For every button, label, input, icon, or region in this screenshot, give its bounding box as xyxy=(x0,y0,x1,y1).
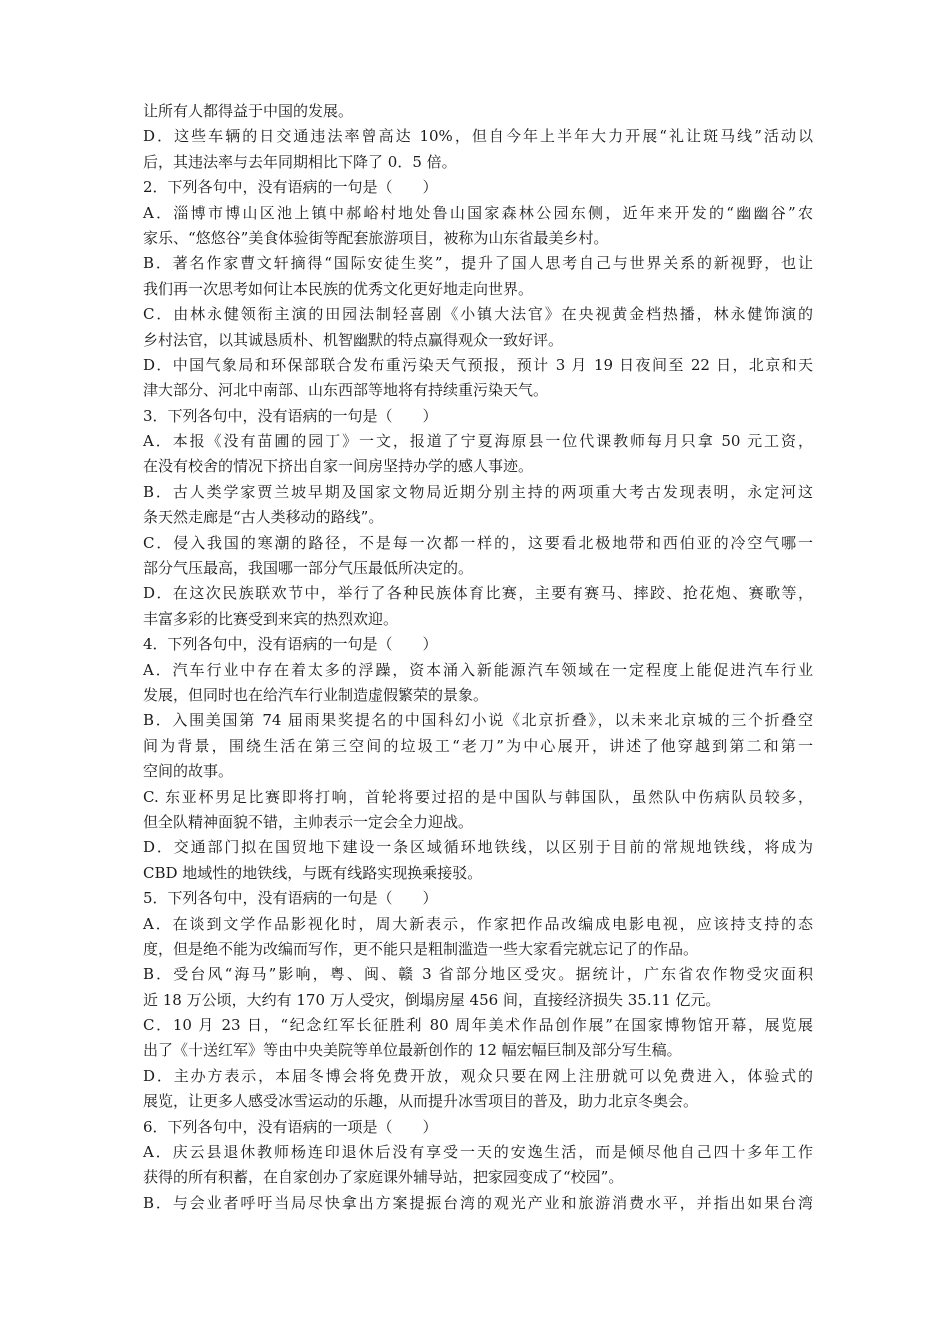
text-line: C．由林永健领衔主演的田园法制轻喜剧《小镇大法官》在央视黄金档热播，林永健饰演的 xyxy=(143,305,813,324)
text-line: 6．下列各句中，没有语病的一项是（ ） xyxy=(143,1117,438,1136)
text-line: 5．下列各句中，没有语病的一句是（ ） xyxy=(143,889,438,908)
text-line: A．淄博市博山区池上镇中郝峪村地处鲁山国家森林公园东侧，近年来开发的“幽幽谷”农 xyxy=(143,203,813,222)
text-line: 空间的故事。 xyxy=(143,762,234,781)
text-line: 但全队精神面貌不错，主帅表示一定会全力迎战。 xyxy=(143,812,474,831)
text-line: C．10 月 23 日，“纪念红军长征胜利 80 周年美术作品创作展”在国家博物馆开幕，展览展 xyxy=(143,1016,813,1035)
text-line: B．入围美国第 74 届雨果奖提名的中国科幻小说《北京折叠》，以未来北京城的三个折叠空 xyxy=(143,711,813,730)
text-line: B．与会业者呼吁当局尽快拿出方案提振台湾的观光产业和旅游消费水平，并指出如果台湾 xyxy=(143,1193,813,1212)
text-line: CBD 地域性的地铁线，与既有线路实现换乘接驳。 xyxy=(143,863,483,882)
text-line: 近 18 万公顷，大约有 170 万人受灾，倒塌房屋 456 间，直接经济损失 35.11 亿元。 xyxy=(143,990,721,1009)
text-line: 让所有人都得益于中国的发展。 xyxy=(143,102,354,120)
text-line: A．本报《没有苗圃的园丁》一文，报道了宁夏海原县一位代课教师每月只拿 50 元工资， xyxy=(143,432,813,451)
text-line: D．这些车辆的日交通违法率曾高达 10%，但自今年上半年大力开展“礼让斑马线”活动以 xyxy=(143,127,813,146)
text-line: D．主办方表示，本届冬博会将免费开放，观众只要在网上注册就可以免费进入，体验式的 xyxy=(143,1066,813,1085)
text-line: 家乐、“悠悠谷”美食体验街等配套旅游项目，被称为山东省最美乡村。 xyxy=(143,228,609,247)
text-line: 丰富多彩的比赛受到来宾的热烈欢迎。 xyxy=(143,609,399,628)
text-line: 我们再一次思考如何让本民族的优秀文化更好地走向世界。 xyxy=(143,279,534,298)
text-line: B．古人类学家贾兰坡早期及国家文物局近期分别主持的两项重大考古发现表明，永定河这 xyxy=(143,482,813,501)
text-line: 展览，让更多人感受冰雪运动的乐趣，从而提升冰雪项目的普及，助力北京冬奥会。 xyxy=(143,1092,699,1111)
text-line: 发展，但同时也在给汽车行业制造虚假繁荣的景象。 xyxy=(143,685,489,704)
text-line: 部分气压最高，我国哪一部分气压最低所决定的。 xyxy=(143,559,474,578)
text-line: B．著名作家曹文轩摘得“国际安徒生奖”，提升了国人思考自己与世界关系的新视野，也让 xyxy=(143,254,813,273)
text-line: A．在谈到文学作品影视化时，周大新表示，作家把作品改编成电影电视，应该持支持的态 xyxy=(143,914,813,933)
text-line: 4．下列各句中，没有语病的一句是（ ） xyxy=(143,635,438,654)
text-line: A．汽车行业中存在着太多的浮躁，资本涌入新能源汽车领域在一定程度上能促进汽车行业 xyxy=(143,660,813,679)
text-line: 在没有校舍的情况下挤出自家一间房坚持办学的感人事迹。 xyxy=(143,457,534,476)
text-line: 津大部分、河北中南部、山东西部等地将有持续重污染天气。 xyxy=(143,381,549,400)
text-line: 2．下列各句中，没有语病的一句是（ ） xyxy=(143,178,438,197)
text-line: 度，但是绝不能为改编而写作，更不能只是粗制滥造一些大家看完就忘记了的作品。 xyxy=(143,939,699,958)
text-line: 出了《十送红军》等由中央美院等单位最新创作的 12 幅宏幅巨制及部分写生稿。 xyxy=(143,1041,682,1060)
text-line: 3．下列各句中，没有语病的一句是（ ） xyxy=(143,406,438,425)
text-line: 间为背景，围绕生活在第三空间的垃圾工“老刀”为中心展开，讲述了他穿越到第二和第一 xyxy=(143,736,813,755)
text-line: C．侵入我国的寒潮的路径，不是每一次都一样的，这要看北极地带和西伯亚的冷空气哪一 xyxy=(143,533,813,552)
text-line: D．中国气象局和环保部联合发布重污染天气预报，预计 3 月 19 日夜间至 22 日，北京和天 xyxy=(143,355,813,374)
text-line: A．庆云县退休教师杨连印退休后没有享受一天的安逸生活，而是倾尽他自己四十多年工作 xyxy=(143,1143,813,1162)
text-line: 后，其违法率与去年同期相比下降了 0．5 倍。 xyxy=(143,152,457,171)
text-line: 乡村法官，以其诚恳质朴、机智幽默的特点赢得观众一致好评。 xyxy=(143,330,564,349)
text-line: D．在这次民族联欢节中，举行了各种民族体育比赛，主要有赛马、摔跤、抢花炮、赛歌等， xyxy=(143,584,813,603)
text-line: B．受台风“海马”影响，粤、闽、赣 3 省部分地区受灾。据统计，广东省农作物受灾面积 xyxy=(143,965,813,984)
document-body xyxy=(143,99,813,1216)
text-line: C. 东亚杯男足比赛即将打响，首轮将要过招的是中国队与韩国队，虽然队中伤病队员较多， xyxy=(143,787,813,806)
text-line: 条天然走廊是“古人类移动的路线”。 xyxy=(143,508,384,527)
text-line: D．交通部门拟在国贸地下建设一条区域循环地铁线，以区别于目前的常规地铁线，将成为 xyxy=(143,838,813,857)
text-line: 获得的所有积蓄，在自家创办了家庭课外辅导站，把家园变成了“校园”。 xyxy=(143,1168,624,1187)
